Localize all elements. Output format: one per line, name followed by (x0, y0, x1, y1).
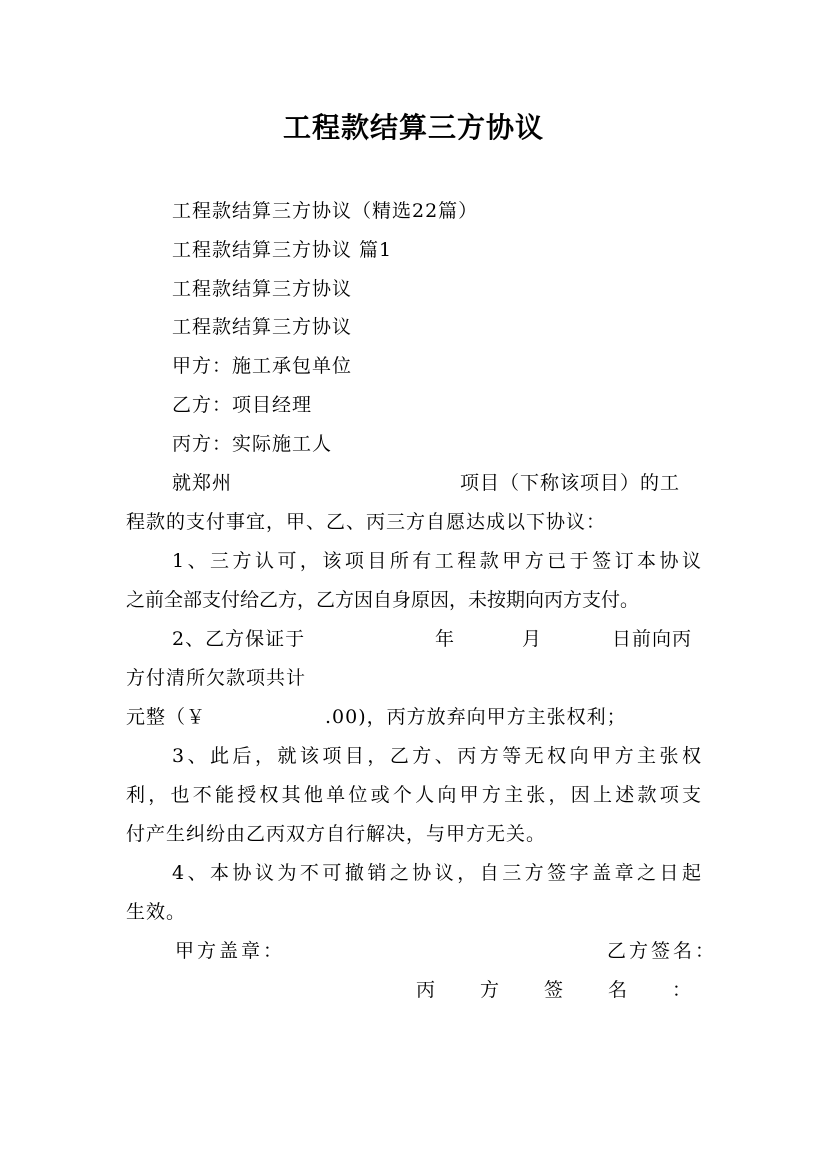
clause-1: 1、三方认可，该项目所有工程款甲方已于签订本协议 (172, 550, 702, 572)
party-b-signature-label: 乙方签名： (607, 940, 718, 962)
clause-3-end: 付产生纠纷由乙丙双方自行解决，与甲方无关。 (126, 823, 547, 845)
clause-2-month: 月 (522, 628, 543, 650)
agreement-name-line: 工程款结算三方协议 (172, 278, 353, 300)
clause-3-cont: 利，也不能授权其他单位或个人向甲方主张，因上述款项支 (126, 784, 702, 806)
clause-2-amount-suffix: .00)，丙方放弃向甲方主张权利； (325, 706, 627, 728)
paragraph-intro-left: 就郑州 (172, 472, 233, 494)
clause-2-day: 日前向丙 (612, 628, 693, 650)
section-heading: 工程款结算三方协议 篇1 (172, 239, 393, 261)
party-a-seal-label: 甲方盖章： (175, 940, 286, 962)
party-c-signature-label: 丙方签名： (416, 979, 692, 1001)
party-a-line: 甲方：施工承包单位 (172, 355, 353, 377)
clause-3: 3、此后，就该项目，乙方、丙方等无权向甲方主张权 (172, 745, 702, 767)
paragraph-intro: 程款的支付事宜，甲、乙、丙三方自愿达成以下协议： (126, 511, 607, 533)
clause-2-cont: 方付清所欠款项共计 (126, 667, 307, 689)
clause-2-amount-prefix: 元整（￥ (126, 706, 207, 728)
subtitle-line: 工程款结算三方协议（精选22篇） (172, 200, 479, 222)
document-title: 工程款结算三方协议 (282, 111, 544, 144)
paragraph-intro-right: 项目（下称该项目）的工 (460, 472, 681, 494)
clause-2-part1: 2、乙方保证于 (172, 628, 306, 650)
clause-1-cont: 之前全部支付给乙方，乙方因自身原因，未按期向丙方支付。 (126, 589, 640, 611)
clause-4-end: 生效。 (126, 901, 187, 923)
party-b-line: 乙方：项目经理 (172, 394, 313, 416)
agreement-name-line: 工程款结算三方协议 (172, 316, 353, 338)
party-c-line: 丙方：实际施工人 (172, 433, 333, 455)
clause-4: 4、本协议为不可撤销之协议，自三方签字盖章之日起 (172, 862, 702, 884)
clause-2-year: 年 (435, 628, 456, 650)
